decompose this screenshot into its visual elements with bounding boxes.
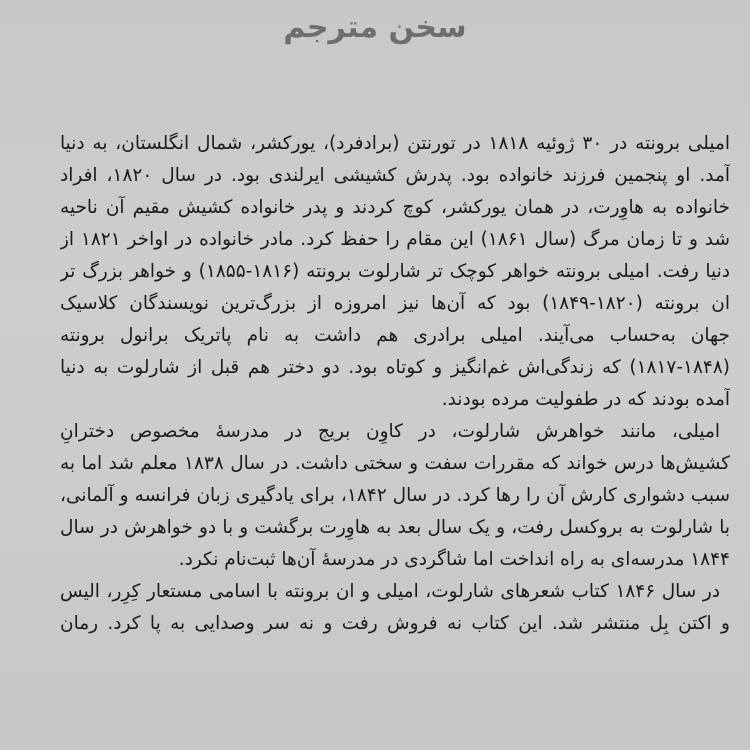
text-line: سبب دشواری کارش آن را رها کرد. در سال ۱۸۴۲، برای یادگیری زبان فرانسه و آلمانی، bbox=[60, 485, 730, 506]
text-line: و اکتن بِل منتشر شد. این کتاب نه فروش رفت و نه سر وصدایی به پا کرد. رمان bbox=[60, 613, 730, 634]
text-line: امیلی برونته در ۳۰ ژوئیه ۱۸۱۸ در تورنتن (برادفرد)، یورکشر، شمال انگلستان، به دنیا bbox=[60, 133, 730, 154]
text-line: در سال ۱۸۴۶ کتاب شعرهای شارلوت، امیلی و ان برونته با اسامی مستعار کِرِر، الیس bbox=[60, 581, 720, 602]
text-line: آمد. او پنجمین فرزند خانواده بود. پدرش کشیشی ایرلندی بود. در سال ۱۸۲۰، افراد bbox=[60, 165, 730, 186]
text-line: جهان به‌حساب می‌آیند. امیلی برادری هم داشت به نام پاتریک برانول برونته bbox=[60, 325, 730, 346]
text-line: امیلی، مانند خواهرش شارلوت، در کاوِن بریج در مدرسهٔ مخصوص دخترانِ bbox=[60, 421, 720, 442]
paragraph-3 bbox=[60, 576, 730, 640]
body-text bbox=[60, 128, 730, 640]
paragraph-1 bbox=[60, 128, 730, 416]
text-line: دنیا رفت. امیلی برونته خواهر کوچک تر شارلوت برونته (۱۸۱۶-۱۸۵۵) و خواهر بزرگ تر bbox=[60, 261, 730, 282]
text-line: ان برونته (۱۸۲۰-۱۸۴۹) بود که آن‌ها نیز امروزه از بزرگ‌ترین نویسندگان کلاسیک bbox=[60, 293, 730, 314]
text-line: خانواده به هاوِرت، در همان یورکشر، کوچ کردند و پدر خانواده کشیش مقیم آن ناحیه bbox=[60, 197, 730, 218]
text-line: آمده بودند که در طفولیت مرده بودند. bbox=[441, 389, 730, 410]
paragraph-2 bbox=[60, 416, 730, 576]
text-line: شد و تا زمان مرگ (سال ۱۸۶۱) این مقام را حفظ کرد. مادر خانواده در اواخر ۱۸۲۱ از bbox=[60, 229, 730, 250]
text-line: کشیش‌ها درس خواند که مقررات سفت و سختی داشت. در سال ۱۸۳۸ معلم شد اما به bbox=[60, 453, 730, 474]
text-line: با شارلوت به بروکسل رفت، و یک سال بعد به هاوِرت برگشت و با دو خواهرش در سال bbox=[60, 517, 730, 538]
text-line: (۱۸۱۷-۱۸۴۸) که زندگی‌اش غم‌انگیز و کوتاه بود. دو دختر هم قبل از شارلوت به دنیا bbox=[60, 357, 730, 378]
text-line: ۱۸۴۴ مدرسه‌ای به راه انداخت اما شاگردی در مدرسهٔ آن‌ها ثبت‌نام نکرد. bbox=[178, 549, 730, 570]
page-title: سخن مترجم bbox=[283, 10, 467, 45]
